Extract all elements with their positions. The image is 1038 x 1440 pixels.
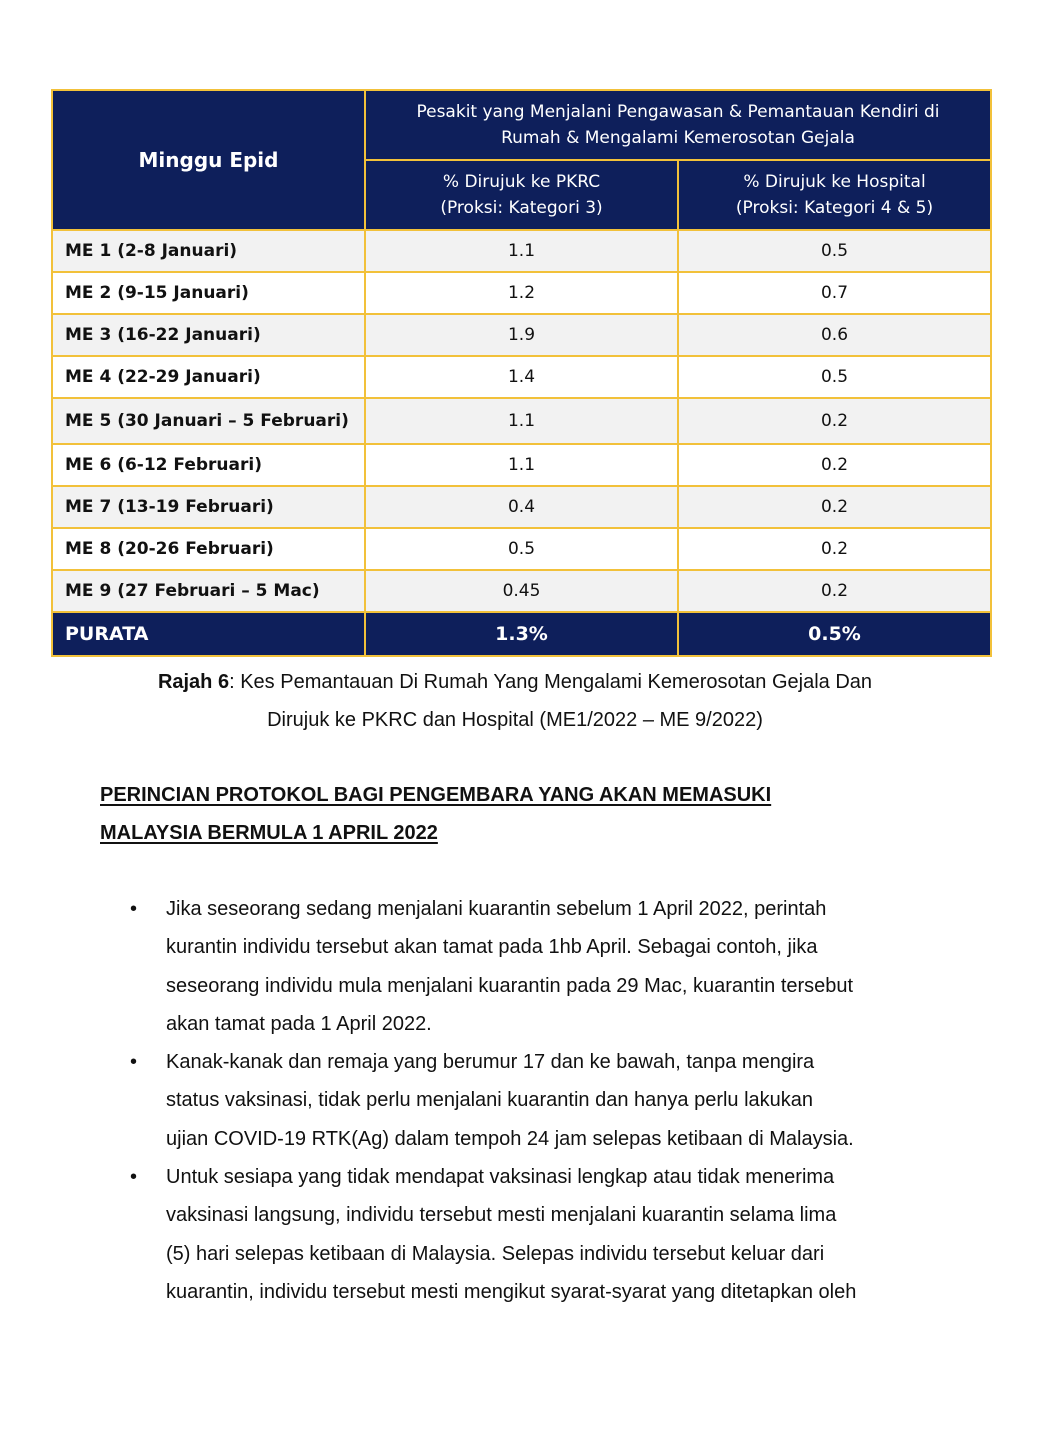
week-cell: ME 3 (16-22 Januari)	[52, 314, 365, 356]
table-row	[52, 314, 991, 356]
bullet-line: Kanak-kanak dan remaja yang berumur 17 dan ke bawah, tanpa mengira	[166, 1051, 815, 1074]
hospital-cell: 0.7	[678, 272, 991, 314]
week-cell: ME 8 (20-26 Februari)	[52, 528, 365, 570]
week-cell: ME 1 (2-8 Januari)	[52, 230, 365, 272]
hospital-cell: 0.6	[678, 314, 991, 356]
table-row	[52, 230, 991, 272]
table-row	[52, 528, 991, 570]
list-item	[126, 890, 946, 1043]
hospital-cell: 0.5	[678, 230, 991, 272]
caption-line1: : Kes Pemantauan Di Rumah Yang Mengalami Kemerosotan Gejala Dan	[229, 671, 873, 693]
caption-line2: Dirujuk ke PKRC dan Hospital (ME1/2022 – ME 9/2022)	[267, 709, 763, 731]
hospital-cell: 0.2	[678, 444, 991, 486]
bullet-line: kuarantin, individu tersebut mesti mengikut syarat-syarat yang ditetapkan oleh	[166, 1280, 857, 1303]
bullet-line: status vaksinasi, tidak perlu menjalani kuarantin dan hanya perlu lakukan	[166, 1089, 814, 1112]
pkrc-cell: 1.1	[365, 398, 678, 444]
average-hospital: 0.5%	[678, 612, 991, 656]
bullet-line: seseorang individu mula menjalani kuarantin pada 29 Mac, kuarantin tersebut	[166, 974, 854, 997]
caption-label: Rajah 6	[157, 671, 230, 693]
table-row	[52, 398, 991, 444]
heading-line1: PERINCIAN PROTOKOL BAGI PENGEMBARA YANG AKAN MEMASUKI	[100, 784, 772, 806]
bullet-line: akan tamat pada 1 April 2022.	[166, 1012, 432, 1035]
bullet-line: kurantin individu tersebut akan tamat pada 1hb April. Sebagai contoh, jika	[166, 936, 818, 959]
table-row	[52, 356, 991, 398]
header-group: Pesakit yang Menjalani Pengawasan & Pemantauan Kendiri di Rumah & Mengalami Kemerosotan Gejala	[365, 90, 991, 160]
table-row	[52, 444, 991, 486]
header-pkrc	[365, 160, 678, 230]
header-hospital-line2: (Proksi: Kategori 4 & 5)	[735, 198, 934, 218]
list-item	[126, 1158, 946, 1311]
pkrc-cell: 1.1	[365, 444, 678, 486]
bullet-line: Jika seseorang sedang menjalani kuarantin sebelum 1 April 2022, perintah	[166, 898, 827, 920]
bullet-list	[126, 890, 946, 1311]
pkrc-cell: 1.9	[365, 314, 678, 356]
bullet-line: ujian COVID-19 RTK(Ag) dalam tempoh 24 jam selepas ketibaan di Malaysia.	[166, 1127, 854, 1150]
bullet-icon: •	[130, 1166, 138, 1189]
table-row	[52, 486, 991, 528]
list-item	[126, 1043, 946, 1158]
bullet-icon: •	[130, 1051, 138, 1074]
bullet-line: vaksinasi langsung, individu tersebut mesti menjalani kuarantin selama lima	[166, 1204, 837, 1227]
hospital-cell: 0.2	[678, 570, 991, 612]
average-row	[52, 612, 991, 656]
header-minggu-epid: Minggu Epid	[52, 90, 365, 230]
week-cell: ME 9 (27 Februari – 5 Mac)	[52, 570, 365, 612]
average-label: PURATA	[52, 612, 365, 656]
hospital-cell: 0.5	[678, 356, 991, 398]
bullet-line: (5) hari selepas ketibaan di Malaysia. Selepas individu tersebut keluar dari	[166, 1242, 825, 1265]
header-pkrc-line2: (Proksi: Kategori 3)	[440, 198, 603, 218]
hospital-cell: 0.2	[678, 398, 991, 444]
week-cell: ME 5 (30 Januari – 5 Februari)	[52, 398, 365, 444]
pkrc-cell: 0.5	[365, 528, 678, 570]
average-pkrc: 1.3%	[365, 612, 678, 656]
pkrc-cell: 0.45	[365, 570, 678, 612]
referral-table	[51, 89, 992, 657]
header-pkrc-line1: % Dirujuk ke PKRC	[442, 172, 601, 192]
figure-caption	[100, 663, 930, 739]
week-cell: ME 2 (9-15 Januari)	[52, 272, 365, 314]
table-row	[52, 272, 991, 314]
header-hospital	[678, 160, 991, 230]
pkrc-cell: 1.2	[365, 272, 678, 314]
header-hospital-line1: % Dirujuk ke Hospital	[743, 172, 926, 192]
week-cell: ME 4 (22-29 Januari)	[52, 356, 365, 398]
bullet-icon: •	[130, 898, 138, 920]
hospital-cell: 0.2	[678, 486, 991, 528]
table-row	[52, 570, 991, 612]
bullet-line: Untuk sesiapa yang tidak mendapat vaksinasi lengkap atau tidak menerima	[166, 1166, 835, 1189]
hospital-cell: 0.2	[678, 528, 991, 570]
week-cell: ME 7 (13-19 Februari)	[52, 486, 365, 528]
heading-line2: MALAYSIA BERMULA 1 APRIL 2022	[100, 822, 438, 844]
pkrc-cell: 1.4	[365, 356, 678, 398]
pkrc-cell: 0.4	[365, 486, 678, 528]
section-heading	[100, 776, 960, 852]
pkrc-cell: 1.1	[365, 230, 678, 272]
week-cell: ME 6 (6-12 Februari)	[52, 444, 365, 486]
